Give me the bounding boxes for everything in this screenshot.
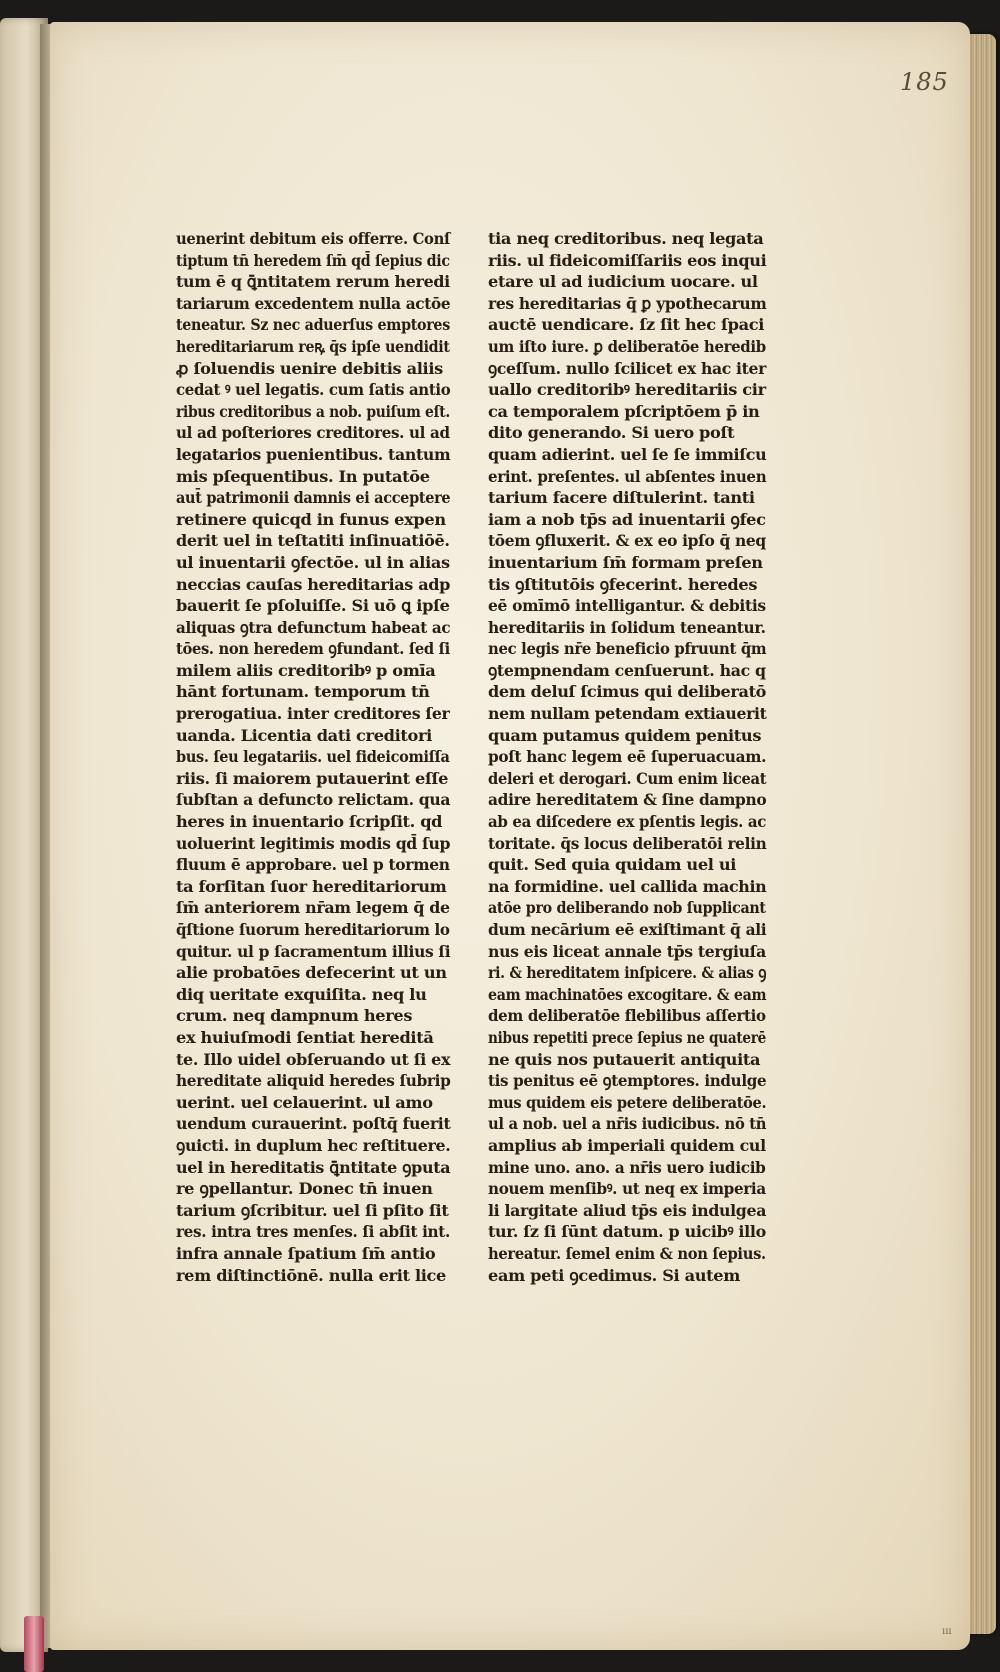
text-line: tur. ſz ſi ſūnt datum. p uicibꝰ illo (488, 1222, 766, 1242)
text-line: auctē uendicare. ſz ſit hec ſpaci (488, 315, 765, 335)
text-line: ul a nob. uel a nr̄is iudicibus. nō tn̄ (488, 1114, 767, 1134)
text-line: uenerint debitum eis offerre. Conſ (176, 229, 451, 248)
text-line: mus quidem eis petere deliberatōe. (488, 1092, 767, 1112)
text-line: tum ē q ꝗ̄ntitatem rerum heredi (176, 272, 450, 292)
text-line: ſm̄ anteriorem nr̄am legem q̄ de (176, 898, 450, 918)
text-line: poſt hanc legem eē ſuperuacuam. (488, 747, 767, 767)
text-line: ca temporalem pſcriptōem p̄ in (488, 401, 760, 421)
text-line: riis. ul fideicomiſſariis eos inqui (488, 250, 767, 270)
text-line: bauerit ſe pſoluiſſe. Si uō ꝗ ipſe (176, 596, 450, 616)
text-line: aut̄ patrimonii damnis ei acceptere (176, 488, 451, 508)
text-line: te. Illo uidel obſeruando ut ſi ex (176, 1049, 451, 1069)
text-line: ꝯtempnendam cenſuerunt. hac q (488, 660, 766, 680)
text-line: tarium facere diſtulerint. tanti (488, 488, 755, 508)
text-line: crum. neq dampnum heres (176, 1006, 413, 1026)
ribbon-marker (24, 1616, 44, 1672)
text-line: nouem menſibꝰ. ut neq ex imperia (488, 1179, 766, 1199)
text-line: dem deluſ ſcimus qui deliberatō (488, 682, 767, 702)
text-line: ex huiuſmodi ſentiat hereditā (176, 1027, 434, 1047)
text-line: ta forſitan ſuor hereditariorum (176, 876, 447, 896)
text-line: ri. & hereditatem inſpicere. & alias ꝯ (488, 963, 767, 983)
text-line: hereatur. ſemel enim & non ſepius. (488, 1243, 766, 1263)
text-line: rem diſtinctiōnē. nulla erit lice (176, 1265, 446, 1285)
text-line: na formidine. uel callida machin (488, 876, 767, 896)
text-line: re ꝯpellantur. Donec tn̄ inuen (176, 1179, 433, 1199)
text-line: nibus repetiti prece ſepius ne quaterē (488, 1027, 766, 1047)
text-line: ul ad poſteriores creditores. ul ad (176, 423, 450, 443)
text-line: q̄ſtione ſuorum hereditariorum lo (176, 920, 450, 939)
text-line: hereditate aliquid heredes ſubrip (176, 1071, 451, 1091)
text-line: eam machinatōes excogitare. & eam (488, 984, 767, 1004)
text-line: eam peti ꝯcedimus. Si autem (488, 1265, 741, 1285)
text-line: aliquas ꝯtra defunctum habeat ac (176, 617, 451, 637)
text-line: iam a nob tp̄s ad inuentarii ꝯfec (488, 509, 766, 529)
text-line: uerint. uel celauerint. ul amo (176, 1092, 433, 1112)
folio-number: 185 (900, 68, 949, 96)
text-line: uel in hereditatis ꝗ̄ntitate ꝯputa (176, 1157, 451, 1177)
text-line: tis penitus eē ꝯtemptores. indulge (488, 1071, 767, 1091)
text-line: hānt fortunam. temporum tn̄ (176, 682, 430, 702)
text-line: hereditariarum reꝶ q̄s ipſe uendidit (176, 336, 450, 356)
text-line: tia neq creditoribus. neq legata (488, 229, 764, 248)
text-line: dito generando. Si uero poſt (488, 423, 735, 443)
text-line: inuentarium ſm̄ formam preſen (488, 552, 763, 572)
text-line: retinere quicqd in funus expen (176, 509, 446, 529)
text-line: quam adierint. uel ſe ſe immiſcu (488, 444, 767, 464)
text-line: milem aliis creditoribꝰ p omīa (176, 660, 436, 680)
text-line: tiptum tn̄ heredem ſm̄ qd̄ ſepius dic (176, 250, 450, 270)
text-line: mine uno. ano. a nr̄is uero iudicib (488, 1157, 766, 1177)
text-line: uendum curauerint. poſtq̄ fuerit (176, 1114, 451, 1134)
text-line: ab ea diſcedere ex pſentis legis. ac (488, 812, 767, 832)
page-stack-edge (968, 34, 996, 1634)
text-line: uanda. Licentia dati creditori (176, 725, 432, 745)
text-line: erint. preſentes. ul abſentes inuen (488, 466, 767, 486)
text-line: hereditariis in ſolidum teneantur. (488, 617, 766, 637)
text-line: ꝯceſſum. nullo ſcilicet ex hac iter (488, 358, 767, 378)
text-line: alie probatōes defecerint ut un (176, 963, 447, 983)
text-line: neccias cauſas hereditarias adp (176, 574, 451, 594)
text-line: adire hereditatem & ſine dampno (488, 790, 767, 810)
text-line: quam putamus quidem penitus (488, 725, 762, 745)
text-line: legatarios puenientibus. tantum (176, 444, 451, 464)
text-line: dum necārium eē exiſtimant q̄ ali (488, 920, 767, 939)
text-line: res hereditarias q̄ ꝑ ypothecarum (488, 293, 767, 313)
text-line: ul inuentarii ꝯfectōe. ul in alias (176, 552, 450, 572)
text-line: heres in inuentario ſcripſit. qd (176, 812, 443, 832)
text-line: prerogatiua. inter creditores ſer (176, 704, 450, 724)
text-line: ne quis nos putauerit antiquita (488, 1049, 761, 1069)
text-line: uallo creditoribꝰ hereditariis cir (488, 380, 766, 400)
text-line: amplius ab imperiali quidem cul (488, 1135, 766, 1155)
text-line: ꝓ ſoluendis uenire debitis aliis (176, 358, 443, 378)
text-line: tōes. non heredem ꝯfundant. ſed ſi (176, 639, 450, 659)
text-line: fluum ē approbare. uel p tormen (176, 855, 450, 875)
text-line: li largitate aliud tp̄s eis indulgea (488, 1200, 767, 1220)
text-line: deleri et derogari. Cum enim liceat (488, 768, 767, 788)
text-line: um iſto iure. ꝑ deliberatōe heredib (488, 336, 766, 356)
text-line: cedat ꝰ uel legatis. cum ſatis antio (176, 380, 451, 400)
text-line: teneatur. Sz nec aduerſus emptores (176, 315, 450, 335)
text-column-left (176, 228, 450, 1286)
text-line: toritate. q̄s locus deliberatōi relin (488, 833, 767, 853)
text-line: infra annale ſpatium ſm̄ antio (176, 1243, 436, 1263)
text-line: nus eis liceat annale tp̄s tergiuſa (488, 941, 766, 961)
text-line: atōe pro deliberando nob ſupplicant (488, 898, 766, 918)
text-line: ribus creditoribus a nob. puiſum eſt. (176, 401, 450, 421)
text-line: nec legis nr̄e beneficio pfruunt q̄m (488, 639, 767, 659)
text-line: tis ꝯſtitutōis ꝯfecerint. heredes (488, 574, 758, 594)
text-line: mis pſequentibus. In putatōe (176, 466, 430, 486)
text-line: ꝯuicti. in duplum hec reſtituere. (176, 1135, 451, 1155)
text-line: ſubſtan a defuncto relictam. qua (176, 790, 451, 810)
shelfmark: ııı (942, 1626, 952, 1637)
text-line: quit. Sed quia quidam uel ui (488, 855, 737, 875)
text-line: quitur. ul p ſacramentum illius ſi (176, 941, 451, 961)
text-line: bus. ſeu legatariis. uel fideicomiſſa (176, 747, 450, 767)
text-line: tōem ꝯfluxerit. & ex eo ipſo q̄ neq (488, 531, 766, 551)
text-line: derit uel in teſtatiti inſinuatiōē. (176, 531, 450, 551)
text-line: res. intra tres menſes. ſi abſit int. (176, 1222, 450, 1242)
text-line: diq ueritate exquiſita. neq lu (176, 984, 427, 1004)
text-line: uoluerint legitimis modis qd̄ ſup (176, 833, 451, 853)
text-line: nem nullam petendam extiauerit (488, 704, 767, 724)
text-line: riis. ſi maiorem putauerint eſſe (176, 768, 449, 788)
text-line: eē omīmō intelligantur. & debitis (488, 596, 766, 616)
text-column-right (488, 228, 766, 1286)
text-line: etare ul ad iudicium uocare. ul (488, 272, 758, 292)
text-line: tariarum excedentem nulla actōe (176, 293, 451, 313)
text-line: dem deliberatōe flebilibus aſſertio (488, 1006, 766, 1026)
text-line: tarium ꝯſcribitur. uel ſi pſito ſit (176, 1200, 449, 1220)
